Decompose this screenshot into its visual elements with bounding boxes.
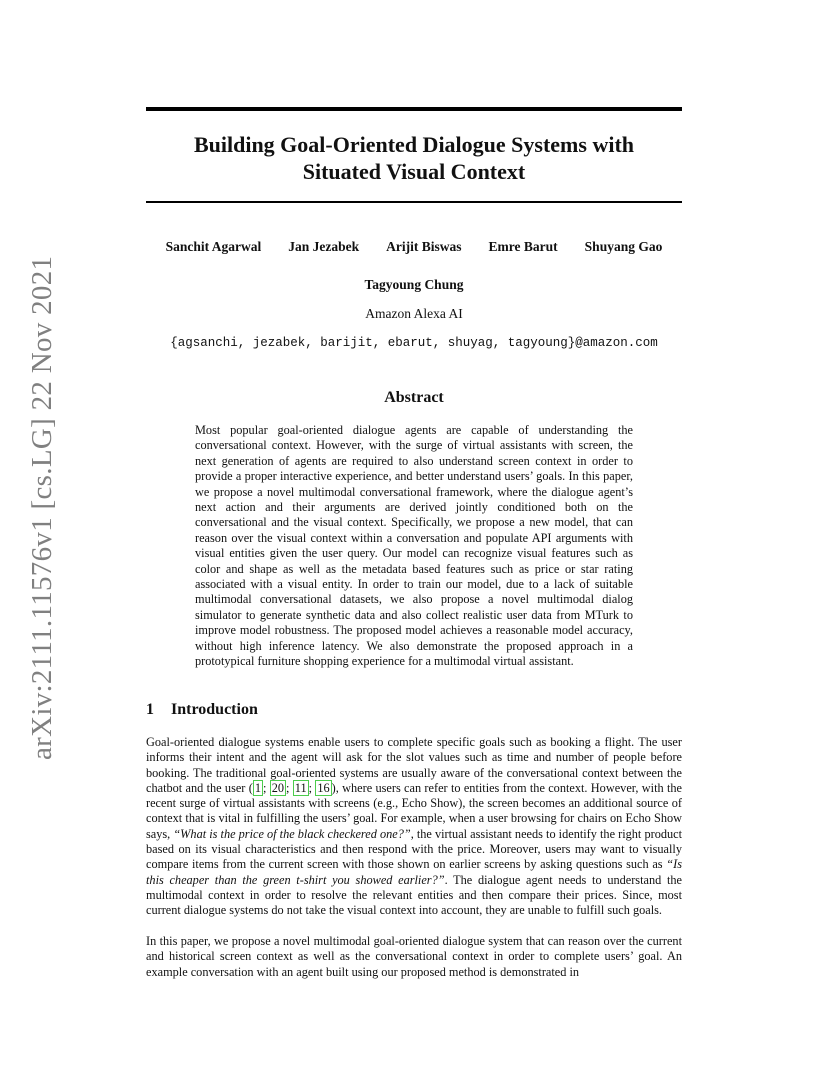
section-title: Introduction [171, 701, 258, 718]
affiliation: Amazon Alexa AI [365, 306, 463, 321]
author-name: Emre Barut [488, 239, 558, 254]
author-name: Shuyang Gao [584, 239, 663, 254]
title-top-rule [146, 107, 682, 111]
author-emails: {agsanchi, jezabek, barijit, ebarut, shuyag, tagyoung}@amazon.com [170, 336, 658, 350]
section-number: 1 [146, 701, 154, 718]
arxiv-stamp: arXiv:2111.11576v1 [cs.LG] 22 Nov 2021 [26, 255, 58, 760]
paper-title [146, 131, 682, 185]
section-heading [146, 701, 258, 719]
title-bottom-rule [146, 201, 682, 203]
paragraph-text: ), where users can refer to entities from the context. However, with the recent surge of virtual assistants with screens (e.g., Echo Show), the screen becomes an additional source of context that is vital in fulfilling the users’ goal. For example, when a user browsing for chairs on Echo Show says, [146, 780, 682, 841]
citation-separator: ; [262, 780, 270, 795]
author-name: Jan Jezabek [288, 239, 360, 254]
author-name: Arijit Biswas [386, 239, 462, 254]
intro-paragraph-2: In this paper, we propose a novel multimodal goal-oriented dialogue system that can reason over the current and historical screen context as well as the conversational context in order to complete users’ goal. An example conversation with an agent built using our proposed method is demonstrated in [146, 934, 682, 979]
citation-link[interactable]: 11 [294, 780, 307, 795]
paragraph-text: , the virtual assistant needs to identify the right product based on its visual characteristics and then respond with the price. Moreover, users may want to visually compare items from the current screen with those shown on earlier screens by asking questions such as [146, 826, 683, 872]
paragraph-text: Goal-oriented dialogue systems enable users to complete specific goals such as booking a flight. The user informs their intent and the agent will ask for the slot values such as time and number of people before booking. The traditional goal-oriented systems are usually aware of the conversational context between the chatbot and the user ( [146, 735, 682, 795]
paragraph-text: . The dialogue agent needs to understand the multimodal context in order to resolve the relevant entities and then compare their prices. Since, most current dialogue systems do not take the visual context into account, they are unable to fulfill such goals. [146, 872, 682, 918]
citation-link[interactable]: 16 [317, 780, 330, 795]
citation-link[interactable]: 1 [254, 780, 261, 795]
example-quote: “Is this cheaper than the green t-shirt you showed earlier?” [146, 857, 682, 887]
abstract-heading: Abstract [384, 389, 444, 406]
title-line-1: Building Goal-Oriented Dialogue Systems with [193, 132, 635, 157]
citation-separator: ; [308, 780, 316, 795]
title-line-2: Situated Visual Context [302, 159, 526, 184]
citation-separator: ; [286, 780, 293, 795]
example-quote: “What is the price of the black checkered one?” [173, 826, 411, 841]
abstract-text: Most popular goal-oriented dialogue agents are capable of understanding the conversational context. However, with the surge of virtual assistants with screen, the next generation of agents are required to also understand screen context in order to provide a proper interactive experience, and better understand users’ goals. In this paper, we propose a novel multimodal conversational framework, where the dialogue agent’s next action and their arguments are derived jointly conditioned both on the conversational and the visual context. Specifically, we propose a new model, that can reason over the visual context within a conversation and populate API arguments with visual entities given the user query. Our model can recognize visual features such as color and shape as well as the metadata based features such as price or star rating associated with a visual entity. In order to train our model, due to a lack of suitable multimodal conversational datasets, we also propose a novel multimodal dialog simulator to generate synthetic data and also collect realistic user data from MTurk to improve model robustness. The proposed model achieves a reasonable model accuracy, without high inference latency. We also demonstrate the proposed approach in a prototypical furniture shopping experience for a multimodal virtual assistant. [195, 423, 633, 669]
citation-link[interactable]: 20 [271, 780, 285, 795]
intro-paragraph-1 [146, 735, 682, 919]
author-name: Sanchit Agarwal [165, 239, 262, 254]
author-list [146, 239, 682, 255]
author-name: Tagyoung Chung [364, 277, 464, 292]
